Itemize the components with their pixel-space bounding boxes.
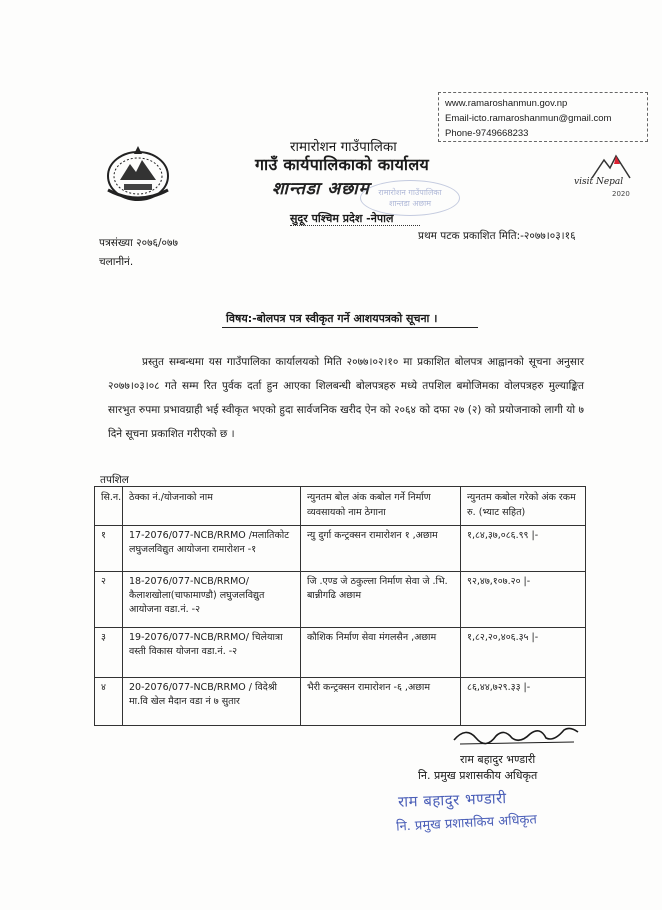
row-contract: 18-2076/077-NCB/RRMO/ कैलाशखोला(चाफामाण्डौ) लघुजलविद्युत आयोजना वडा.नं. -२ bbox=[123, 572, 301, 628]
letter-number: पत्रसंख्या २०७६/०७७ bbox=[99, 237, 178, 249]
phone-text: Phone-9749668233 bbox=[445, 128, 529, 139]
row-bidder: भैरी कन्ट्रक्सन रामारोशन -६ ,अछाम bbox=[301, 678, 461, 726]
notice-body bbox=[108, 350, 584, 446]
contact-box bbox=[438, 92, 648, 142]
nepal-emblem-icon bbox=[100, 140, 176, 206]
row-bidder: जि .एण्ड जे ठकुल्ला निर्माण सेवा जे .भि. बान्नीगढि अछाम bbox=[301, 572, 461, 628]
signatory-title: नि. प्रमुख प्रशासकीय अधिकृत bbox=[418, 769, 538, 782]
subject-underline bbox=[222, 327, 478, 328]
header-bidder: न्युनतम बोल अंक कबोल गर्ने निर्माण व्यवसायको नाम ठेगाना bbox=[301, 487, 461, 526]
subject-line: विषय:-बोलपत्र पत्र स्वीकृत गर्ने आशयपत्रको सूचना । bbox=[226, 312, 438, 325]
row-contract: 20-2076/077-NCB/RRMO / विदेश्री मा.वि खेल मैदान वडा नं ७ सुतार bbox=[123, 678, 301, 726]
table-row bbox=[95, 678, 586, 726]
row-bidder: न्यु दुर्गा कन्ट्रक्सन रामारोशन १ ,अछाम bbox=[301, 526, 461, 572]
name-stamp: राम बहादुर भण्डारी bbox=[397, 789, 507, 811]
row-sn: २ bbox=[95, 572, 123, 628]
visit-year: 2020 bbox=[612, 190, 630, 198]
website-text[interactable]: www.ramaroshanmun.gov.np bbox=[445, 98, 568, 109]
notice-body-text: प्रस्तुत सम्बन्धमा यस गाउँपालिका कार्यालयको मिति २०७७।०२।१० मा प्रकाशित बोलपत्र आह्वानको सूचना अनुसार २०७७।०३।०८ गते सम्म रित पुर्वक दर्ता हुन आएका शिलबन्धी बोलपत्रहरु मध्ये तपशिल बमोजिमका वोलपत्रहरु मुल्याङ्कित सारभुत रुपमा प्रभावग्राही भई स्वीकृत भएको हुदा सार्वजनिक खरीद ऐन को २०६४ को दफा २७ (२) को प्रयोजनाको लागी यो ७ दिने सूचना प्रकाशित गरीएको छ । bbox=[108, 356, 584, 440]
signatory-name: राम बहादुर भण्डारी bbox=[460, 753, 536, 766]
dispatch-number: चलानीनं. bbox=[99, 256, 134, 268]
office-location: शान्तडा अछाम bbox=[272, 179, 370, 199]
title-stamp: नि. प्रमुख प्रशासकिय अधिकृत bbox=[395, 812, 538, 835]
province-underline bbox=[290, 225, 420, 226]
contracts-table bbox=[94, 486, 586, 726]
seal-text-top: रामारोशन गाउँपालिका bbox=[378, 188, 442, 197]
table-header-row bbox=[95, 487, 586, 526]
seal-text-bottom: शान्तडा अछाम bbox=[388, 199, 431, 208]
row-contract: 17-2076/077-NCB/RRMO /मलातिकोट लघुजलविद्युत आयोजना रामारोशन -१ bbox=[123, 526, 301, 572]
province-name: सुदूर पश्चिम प्रदेश -नेपाल bbox=[290, 212, 394, 225]
header-contract: ठेक्का नं./योजनाको नाम bbox=[123, 487, 301, 526]
row-amount: १,८४,३७,०८६.९९ |- bbox=[461, 526, 586, 572]
handwritten-signature bbox=[446, 722, 586, 748]
table-row bbox=[95, 526, 586, 572]
table-row bbox=[95, 572, 586, 628]
row-sn: १ bbox=[95, 526, 123, 572]
municipality-name: रामारोशन गाउँपालिका bbox=[290, 139, 397, 155]
email-text[interactable]: Email-icto.ramaroshanmun@gmail.com bbox=[445, 113, 612, 124]
row-amount: ९२,४७,१०७.२० |- bbox=[461, 572, 586, 628]
row-contract: 19-2076/077-NCB/RRMO/ चिलेयात्रा वस्ती विकास योजना वडा.नं. -२ bbox=[123, 628, 301, 678]
office-name: गाउँ कार्यपालिकाको कार्यालय bbox=[255, 155, 430, 174]
published-date: प्रथम पटक प्रकाशित मिति:-२०७७।०३।१६ bbox=[418, 230, 576, 242]
row-amount: १,८२,२०,४०६.३५ |- bbox=[461, 628, 586, 678]
table-row bbox=[95, 628, 586, 678]
visit-text: visit Nepal bbox=[574, 177, 624, 187]
row-sn: ४ bbox=[95, 678, 123, 726]
row-amount: ८६,४४,७२९.३३ |- bbox=[461, 678, 586, 726]
header-amount: न्युनतम कबोल गरेको अंक रकम रु. (भ्याट सहित) bbox=[461, 487, 586, 526]
row-sn: ३ bbox=[95, 628, 123, 678]
header-sn: सि.न. bbox=[95, 487, 123, 526]
row-bidder: कौशिक निर्माण सेवा मंगलसैन ,अछाम bbox=[301, 628, 461, 678]
table-label: तपशिल bbox=[100, 474, 129, 486]
visit-nepal-logo-icon bbox=[570, 150, 650, 206]
